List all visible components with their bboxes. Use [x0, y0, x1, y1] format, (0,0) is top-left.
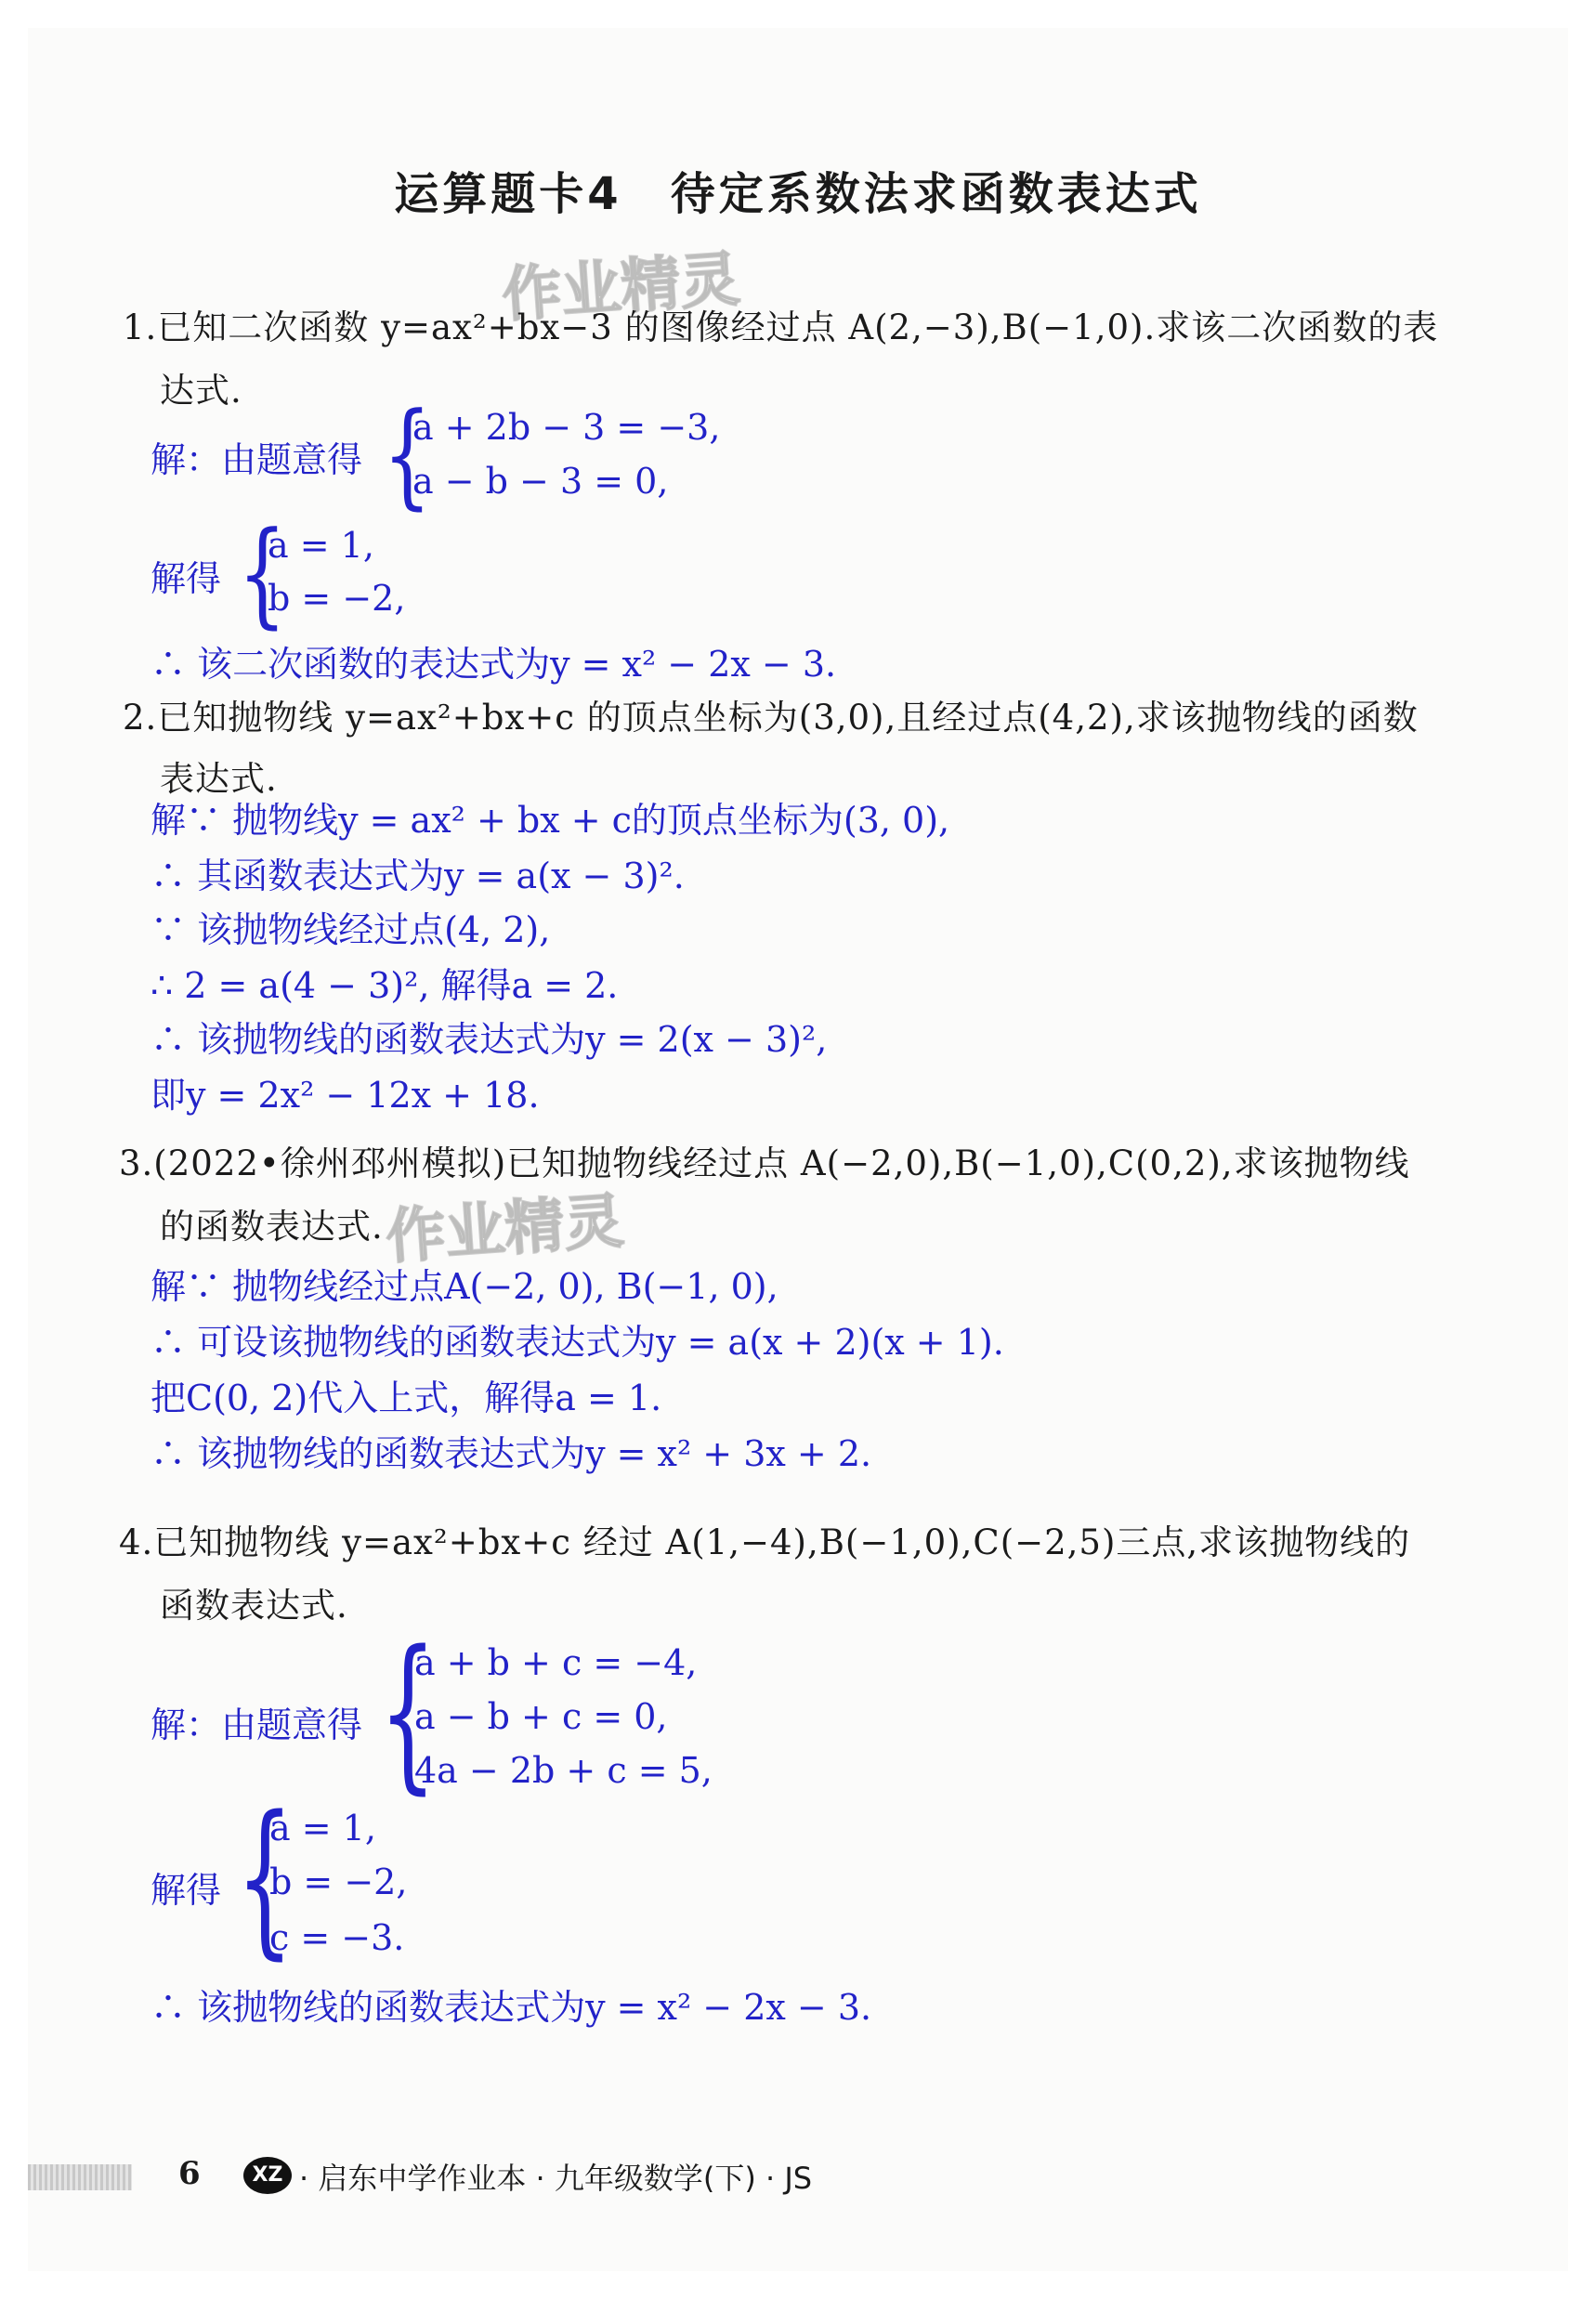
page-number: 6 [178, 2155, 201, 2192]
q4-system-brace: { [379, 1615, 438, 1810]
q3-answer-line3: 把C(0, 2)代入上式，解得a = 1. [150, 1378, 662, 1418]
q4-solve-label: 解得 [150, 1870, 222, 1911]
q4-system-eq1: a + b + c = −4, [414, 1642, 698, 1683]
q3-answer-line2: ∴ 可设该抛物线的函数表达式为y = a(x + 2)(x + 1). [150, 1322, 1004, 1363]
publisher-logo: XZ [243, 2157, 292, 2194]
q3-stem-line1: 3.(2022•徐州邳州模拟)已知抛物线经过点 A(−2,0),B(−1,0),C(0,2),求该抛物线 [119, 1143, 1410, 1183]
q2-answer-line6: 即y = 2x² − 12x + 18. [150, 1075, 540, 1116]
q4-system-eq2: a − b + c = 0, [414, 1696, 668, 1737]
q4-solution-b: b = −2, [269, 1861, 408, 1902]
watermark: 作业精灵 [384, 1187, 626, 1273]
q4-solution-a: a = 1, [269, 1808, 376, 1848]
q2-stem-line1: 2.已知抛物线 y=ax²+bx+c 的顶点坐标为(3,0),且经过点(4,2),求该抛物线的函数 [123, 698, 1419, 738]
q2-answer-line3: ∵ 该抛物线经过点(4, 2), [150, 909, 551, 950]
q4-stem-line1: 4.已知抛物线 y=ax²+bx+c 经过 A(1,−4),B(−1,0),C(−2,5)三点,求该抛物线的 [119, 1522, 1411, 1562]
q4-conclusion: ∴ 该抛物线的函数表达式为y = x² − 2x − 3. [150, 1987, 872, 2028]
watermark: 作业精灵 [500, 245, 742, 331]
page-title: 运算题卡4 待定系数法求函数表达式 [394, 168, 1202, 220]
q1-conclusion: ∴ 该二次函数的表达式为y = x² − 2x − 3. [150, 644, 837, 685]
page-footer [0, 2153, 1596, 2200]
q1-answer-intro: 解：由题意得 [150, 439, 363, 480]
footer-decorative-bar [28, 2164, 132, 2190]
q2-answer-line2: ∴ 其函数表达式为y = a(x − 3)². [150, 856, 685, 896]
q2-stem-line2: 表达式. [160, 759, 278, 799]
q2-answer-line1: 解∵ 抛物线y = ax² + bx + c的顶点坐标为(3, 0), [150, 800, 950, 841]
q1-solution-a: a = 1, [268, 525, 374, 566]
q3-answer-line4: ∴ 该抛物线的函数表达式为y = x² + 3x + 2. [150, 1433, 872, 1474]
q1-solution-brace: { [238, 507, 287, 640]
q1-stem-line1: 1.已知二次函数 y=ax²+bx−3 的图像经过点 A(2,−3),B(−1,0).求该二次函数的表 [123, 307, 1439, 347]
q1-solution-b: b = −2, [268, 578, 406, 619]
q2-answer-line4: ∴ 2 = a(4 − 3)², 解得a = 2. [150, 965, 619, 1006]
q2-answer-line5: ∴ 该抛物线的函数表达式为y = 2(x − 3)², [150, 1019, 828, 1060]
q1-system-brace: { [383, 388, 432, 521]
q4-answer-intro: 解：由题意得 [150, 1705, 363, 1745]
q1-solve-label: 解得 [150, 558, 222, 599]
q1-system-eq2: a − b − 3 = 0, [412, 461, 669, 502]
q3-stem-line2: 的函数表达式. [160, 1207, 384, 1247]
q1-stem-line2: 达式. [160, 371, 242, 411]
q4-solution-c: c = −3. [269, 1917, 405, 1958]
q1-system-eq1: a + 2b − 3 = −3, [412, 407, 721, 448]
q4-stem-line2: 函数表达式. [160, 1586, 348, 1626]
q4-solution-brace: { [236, 1781, 294, 1976]
q4-system-eq3: 4a − 2b + c = 5, [414, 1750, 713, 1791]
q3-answer-line1: 解∵ 抛物线经过点A(−2, 0), B(−1, 0), [150, 1266, 778, 1307]
book-title: · 启东中学作业本 · 九年级数学(下) · JS [299, 2161, 813, 2196]
